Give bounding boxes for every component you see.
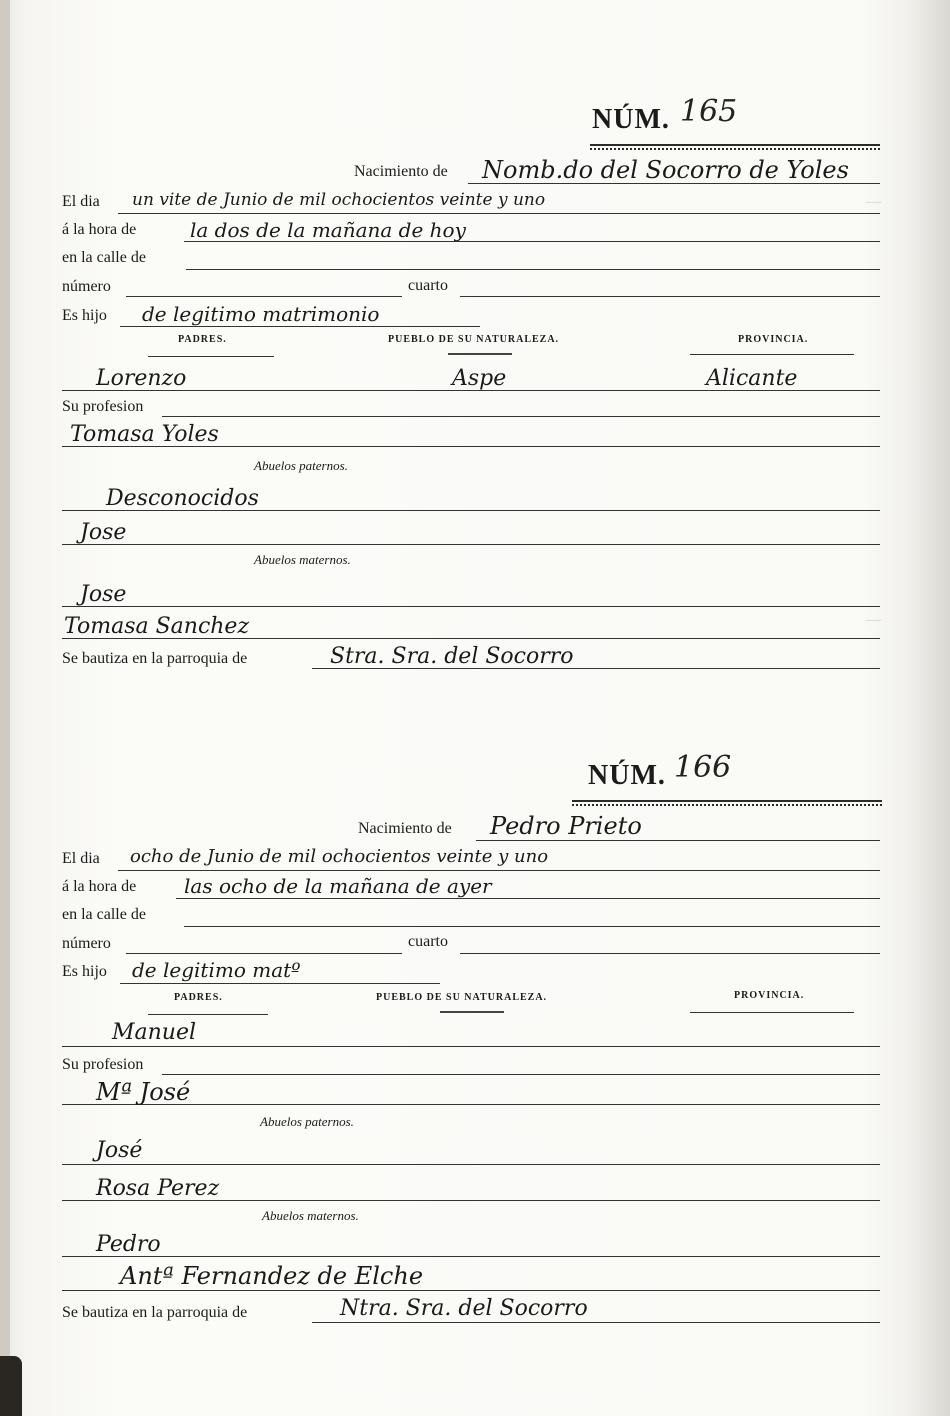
maternal-grandparent-2: Antª Fernandez de Elche (120, 1262, 424, 1290)
paternal-grandparent-2: Rosa Perez (96, 1176, 220, 1201)
paternal-grandparent-2: Jose (80, 520, 127, 545)
hijo-line (120, 983, 440, 984)
calle-label: en la calle de (62, 249, 146, 266)
paternal-grandparent-1: Desconocidos (106, 486, 259, 511)
padres-line (62, 1046, 880, 1047)
cuarto-label: cuarto (408, 933, 448, 950)
mother-name: Mª José (96, 1078, 191, 1106)
father-town: Aspe (452, 366, 507, 391)
name-line (476, 840, 880, 841)
pueblo-rule (440, 1011, 504, 1013)
padres-header: PADRES. (178, 334, 227, 345)
paternal-grandparent-1: José (96, 1138, 143, 1163)
parroquia-line (312, 1322, 880, 1323)
provincia-header: PROVINCIA. (738, 334, 809, 345)
pueblo-header: PUEBLO DE SU NATURALEZA. (376, 992, 548, 1003)
birth-date: un vite de Junio de mil ochocientos veinte y uno (132, 190, 546, 210)
hijo-label: Es hijo (62, 963, 107, 980)
record-number: 165 (680, 94, 738, 129)
record-number-label: NÚM. (588, 760, 666, 791)
cuarto-line (460, 953, 880, 954)
legitimacy: de legitimo matº (132, 958, 301, 982)
bleed-through-mark: — (866, 612, 881, 628)
parish: Ntra. Sra. del Socorro (340, 1296, 588, 1321)
numero-label: número (62, 278, 111, 295)
numero-label: número (62, 935, 111, 952)
father-name: Lorenzo (96, 366, 187, 391)
maternal-grandparent-1: Jose (80, 582, 127, 607)
abuelos-paternos-label: Abuelos paternos. (260, 1114, 354, 1129)
parroquia-label: Se bautiza en la parroquia de (62, 1304, 248, 1321)
parish: Stra. Sra. del Socorro (330, 644, 574, 669)
abuelo-paterno-line-1 (62, 1164, 880, 1165)
maternal-grandparent-2: Tomasa Sanchez (64, 614, 250, 639)
birth-hour: las ocho de la mañana de ayer (184, 874, 492, 898)
profesion-label: Su profesion (62, 398, 144, 415)
hora-label: á la hora de (62, 221, 137, 238)
record-number-label: NÚM. (592, 104, 670, 135)
abuelo-materno-line-2 (62, 1290, 880, 1291)
abuelos-paternos-label: Abuelos paternos. (254, 458, 348, 473)
birth-hour: la dos de la mañana de hoy (190, 218, 466, 242)
abuelos-maternos-label: Abuelos maternos. (262, 1208, 359, 1223)
hijo-label: Es hijo (62, 307, 107, 324)
nacimiento-label: Nacimiento de (358, 820, 452, 837)
provincia-rule (690, 1012, 854, 1013)
calle-line (184, 926, 880, 927)
provincia-header: PROVINCIA. (734, 990, 805, 1001)
father-name: Manuel (112, 1020, 197, 1045)
father-province: Alicante (706, 366, 798, 391)
cuarto-label: cuarto (408, 277, 448, 294)
calle-label: en la calle de (62, 906, 146, 923)
numero-line (126, 953, 402, 954)
dia-line (118, 870, 880, 871)
parroquia-label: Se bautiza en la parroquia de (62, 650, 248, 667)
nacimiento-label: Nacimiento de (354, 163, 448, 180)
padres-header: PADRES. (174, 992, 223, 1003)
bleed-through-mark: — (866, 194, 881, 210)
pueblo-header: PUEBLO DE SU NATURALEZA. (388, 334, 560, 345)
page-corner-shadow (0, 1356, 22, 1416)
maternal-grandparent-1: Pedro (96, 1232, 161, 1257)
hora-line (176, 898, 880, 899)
legitimacy: de legitimo matrimonio (142, 302, 380, 326)
child-name: Pedro Prieto (490, 812, 642, 840)
child-name: Nomb.do del Socorro de Yoles (482, 156, 849, 184)
dia-label: El dia (62, 193, 100, 210)
dia-label: El dia (62, 850, 100, 867)
record-number: 166 (674, 750, 732, 785)
profesion-line (162, 1074, 880, 1075)
birth-date: ocho de Junio de mil ochocientos veinte y uno (130, 846, 549, 867)
number-rule (572, 800, 882, 804)
profesion-label: Su profesion (62, 1056, 144, 1073)
abuelo-materno-line-1 (62, 1256, 880, 1257)
padres-rule (148, 1014, 268, 1015)
hora-label: á la hora de (62, 878, 137, 895)
mother-name: Tomasa Yoles (70, 422, 219, 447)
abuelos-maternos-label: Abuelos maternos. (254, 552, 351, 567)
